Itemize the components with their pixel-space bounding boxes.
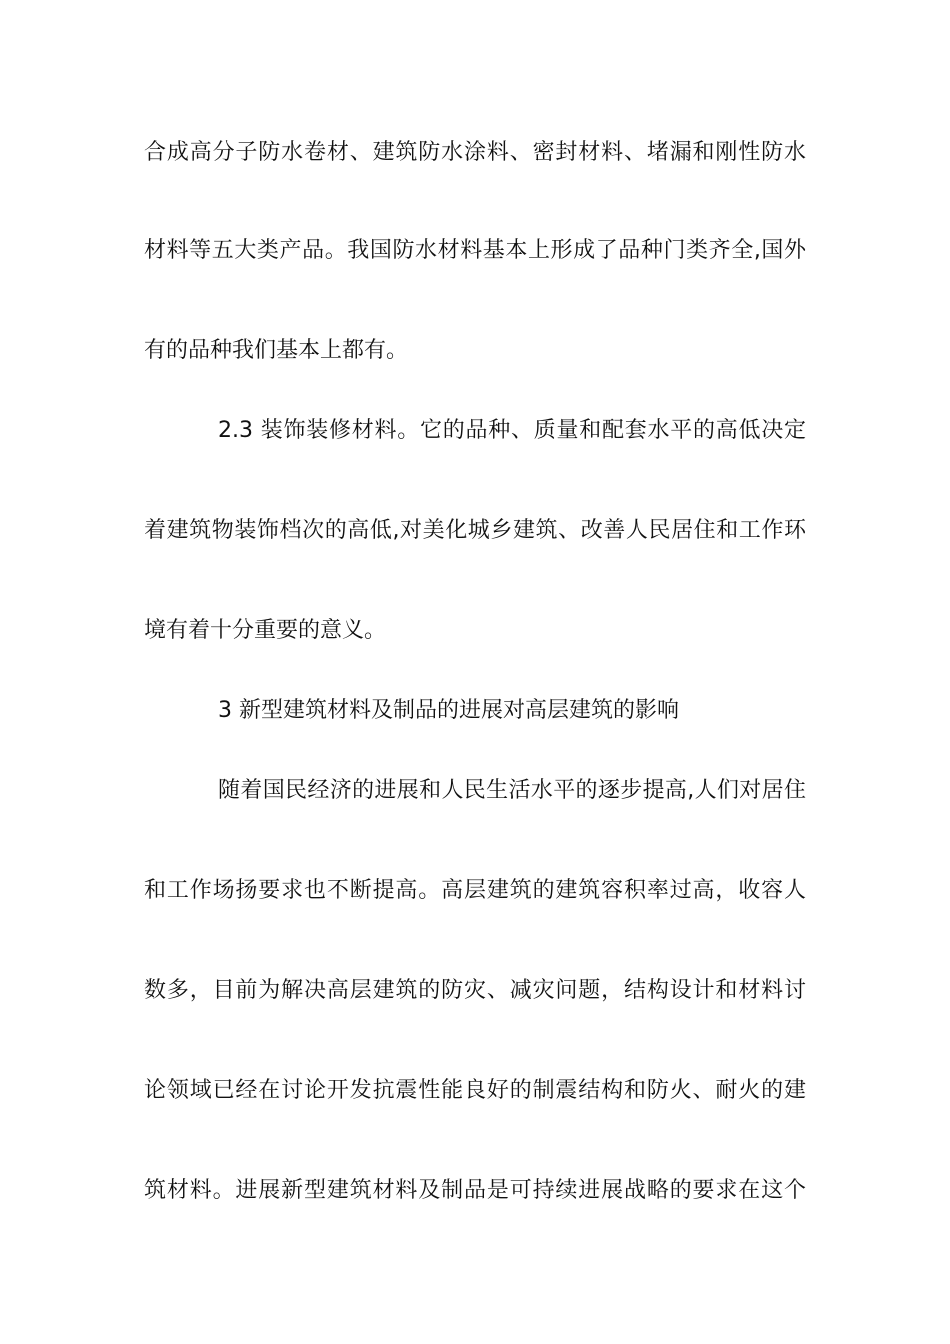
section-heading: 3 新型建筑材料及制品的进展对高层建筑的影响 — [218, 698, 679, 723]
text-line: 论领域已经在讨论开发抗震性能良好的制震结构和防火、耐火的建 — [144, 1078, 806, 1103]
section-heading-line: 2.3 装饰装修材料。它的品种、质量和配套水平的高低决定 — [218, 418, 806, 443]
text-line: 和工作场扬要求也不断提高。高层建筑的建筑容积率过高，收容人 — [144, 878, 806, 903]
text-line: 材料等五大类产品。我国防水材料基本上形成了品种门类齐全,国外 — [144, 238, 806, 263]
text-line: 有的品种我们基本上都有。 — [144, 338, 409, 363]
text-line: 着建筑物装饰档次的高低,对美化城乡建筑、改善人民居住和工作环 — [144, 518, 806, 543]
text-line: 合成高分子防水卷材、建筑防水涂料、密封材料、堵漏和刚性防水 — [144, 140, 806, 165]
text-line: 数多，目前为解决高层建筑的防灾、减灾问题，结构设计和材料讨 — [144, 978, 806, 1003]
text-line: 筑材料。进展新型建筑材料及制品是可持续进展战略的要求在这个 — [144, 1178, 806, 1203]
text-line: 境有着十分重要的意义。 — [144, 618, 387, 643]
text-line: 随着国民经济的进展和人民生活水平的逐步提高,人们对居住 — [218, 778, 806, 803]
